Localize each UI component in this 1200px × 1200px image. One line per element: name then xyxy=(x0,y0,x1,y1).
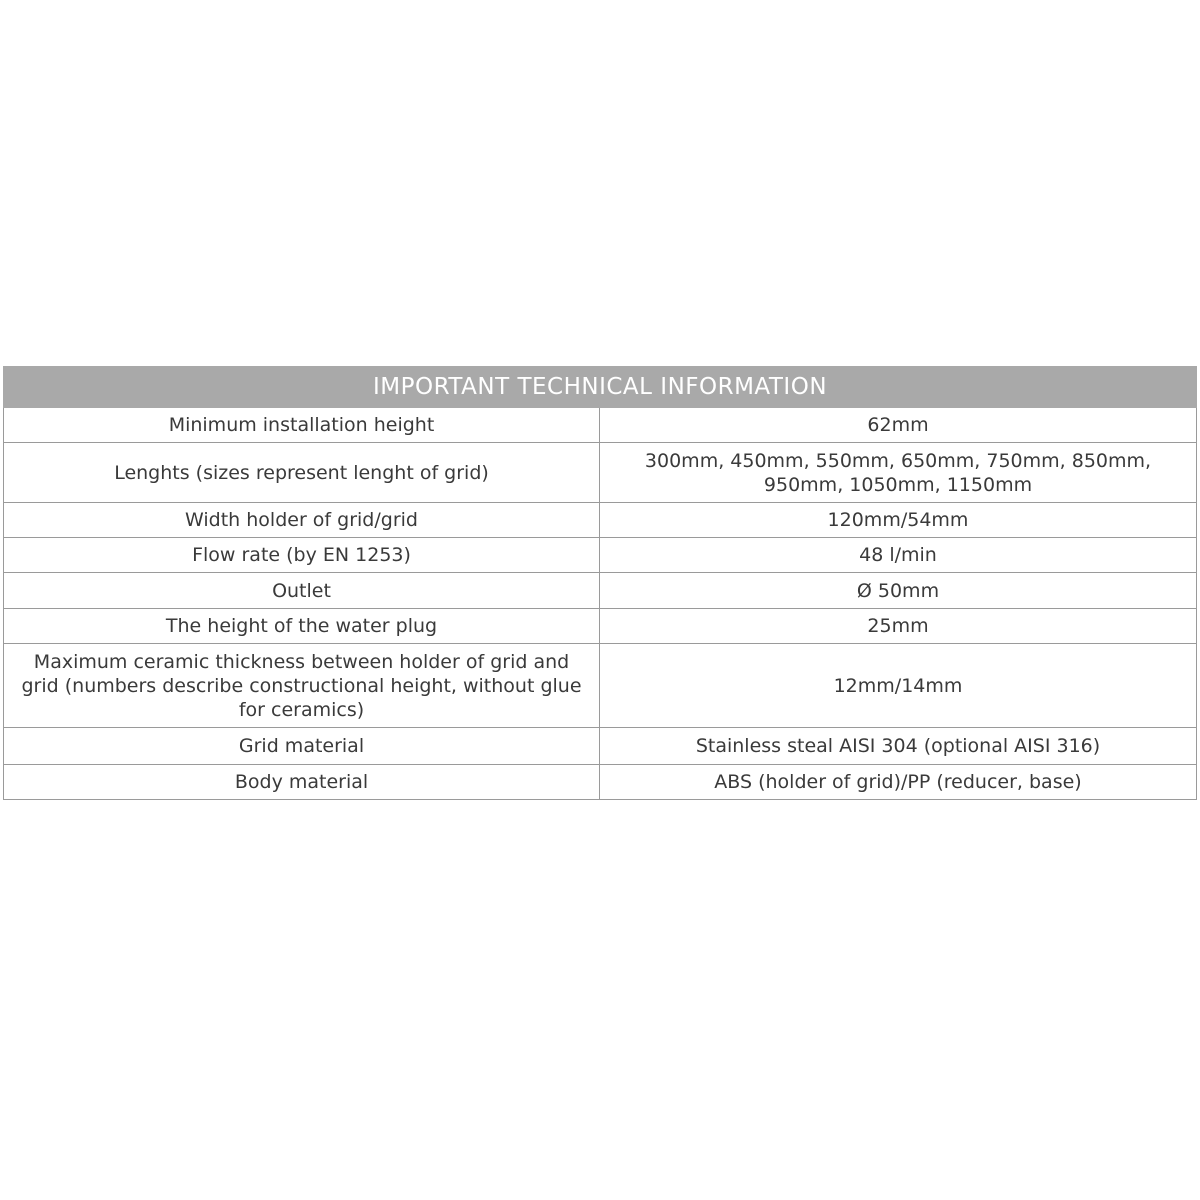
table-row xyxy=(4,728,1197,765)
table-title: IMPORTANT TECHNICAL INFORMATION xyxy=(4,367,1197,408)
spec-label: Grid material xyxy=(4,728,600,765)
spec-value: 62mm xyxy=(600,408,1197,443)
spec-value: Ø 50mm xyxy=(600,573,1197,609)
table-row xyxy=(4,765,1197,800)
spec-label: Maximum ceramic thickness between holder of grid and grid (numbers describe constructional height, without glue for ceramics) xyxy=(4,644,600,728)
spec-label: Body material xyxy=(4,765,600,800)
table-row xyxy=(4,503,1197,538)
spec-value: ABS (holder of grid)/PP (reducer, base) xyxy=(600,765,1197,800)
spec-value: 25mm xyxy=(600,609,1197,644)
spec-label: The height of the water plug xyxy=(4,609,600,644)
table-row xyxy=(4,644,1197,728)
spec-label: Width holder of grid/grid xyxy=(4,503,600,538)
table-row xyxy=(4,443,1197,503)
spec-label: Minimum installation height xyxy=(4,408,600,443)
technical-info-table xyxy=(3,366,1197,800)
spec-label: Lenghts (sizes represent lenght of grid) xyxy=(4,443,600,503)
spec-value: 48 l/min xyxy=(600,538,1197,573)
spec-label: Flow rate (by EN 1253) xyxy=(4,538,600,573)
table-row xyxy=(4,609,1197,644)
table-row xyxy=(4,408,1197,443)
spec-value: Stainless steal AISI 304 (optional AISI 316) xyxy=(600,728,1197,765)
spec-value: 120mm/54mm xyxy=(600,503,1197,538)
table-header-row xyxy=(4,367,1197,408)
table-row xyxy=(4,573,1197,609)
spec-label: Outlet xyxy=(4,573,600,609)
table-row xyxy=(4,538,1197,573)
spec-value: 300mm, 450mm, 550mm, 650mm, 750mm, 850mm, 950mm, 1050mm, 1150mm xyxy=(600,443,1197,503)
spec-value: 12mm/14mm xyxy=(600,644,1197,728)
